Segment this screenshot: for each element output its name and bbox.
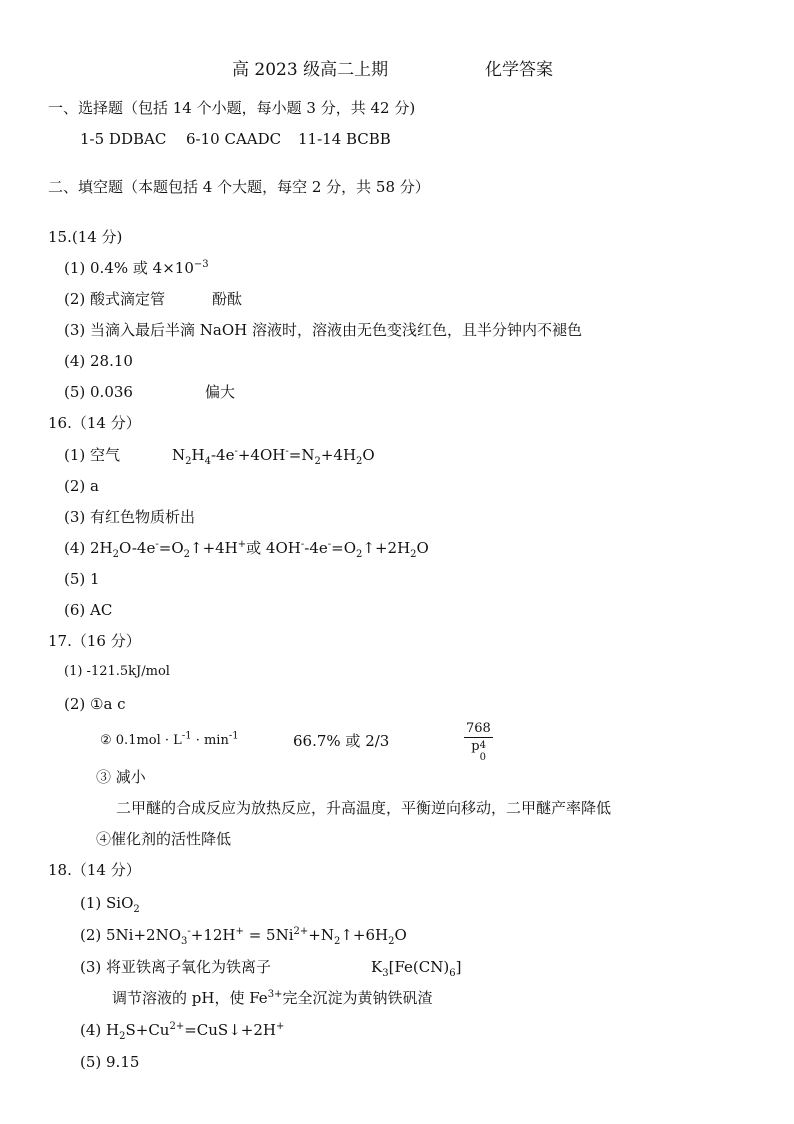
- q18-part-5: (5) 9.15: [80, 1053, 140, 1071]
- fraction-denominator: p 4 0: [471, 739, 486, 763]
- q15-part-2-indicator: 酚酞: [212, 290, 243, 308]
- q18-part-2: (2) $5Ni+2NO_3^-+12H^+$ = $5Ni^{2+}+N_2↑+6H_2O$: [80, 926, 407, 947]
- q15-part-2: (2) 酸式滴定管: [64, 290, 166, 308]
- q18-part-3-reagent: $K_3[Fe(CN)_6]$: [371, 958, 462, 979]
- q15-part-5: (5) 0.036: [64, 383, 133, 401]
- q16-part-1: (1) 空气: [64, 446, 121, 464]
- q17-part-3: ③ 减小: [96, 768, 146, 786]
- mc-answers-6-10: 6-10 CAADC: [186, 130, 282, 148]
- q16-heading: 16.（14 分）: [48, 414, 141, 432]
- q16-part-4: (4) $2H_2O-4e^-=O_2↑+4H^+$或 $4OH^--4e^-=O_2↑+2H_2O$: [64, 539, 429, 560]
- q18-heading: 18.（14 分）: [48, 861, 141, 879]
- q16-part-5: (5) 1: [64, 570, 100, 588]
- page-title: [232, 60, 388, 80]
- mc-answers-1-5: 1-5 DDBAC: [80, 130, 167, 148]
- q17-part-2-conversion: 66.7% 或 2/3: [293, 732, 390, 750]
- section-2-header: 二、填空题（本题包括 4 个大题，每空 2 分，共 58 分）: [48, 178, 430, 196]
- q18-part-3: (3) 将亚铁离子氧化为铁离子: [80, 958, 272, 976]
- q17-equilibrium-constant-fraction: [464, 720, 493, 763]
- title-left: 高 2023 级高二上期: [232, 60, 389, 80]
- q15-part-1: (1) 0.4% 或 $4\times 10^{-3}$: [64, 259, 209, 277]
- mc-answers-11-14: 11-14 BCBB: [298, 130, 391, 148]
- q17-part-4: ④催化剂的活性降低: [96, 830, 232, 848]
- q16-part-1-equation: $N_2H_4-4e^-+4OH^-=N_2+4H_2O$: [172, 446, 375, 467]
- section-1-header: 一、选择题（包括 14 个小题，每小题 3 分，共 42 分): [48, 99, 416, 117]
- q17-part-2-rate: ② $0.1mol \cdot L^{-1} \cdot \min^{-1}$: [100, 730, 239, 748]
- page-title-subject: 化学答案: [485, 60, 553, 80]
- q17-part-3-explanation: 二甲醚的合成反应为放热反应，升高温度，平衡逆向移动，二甲醚产率降低: [116, 799, 612, 817]
- q17-heading: 17.（16 分）: [48, 632, 141, 650]
- q15-part-4: (4) 28.10: [64, 352, 133, 370]
- q17-part-1: (1) -121.5kJ/mol: [64, 664, 170, 679]
- q15-part-5-result: 偏大: [205, 383, 236, 401]
- q17-part-2: (2) ①a c: [64, 695, 126, 713]
- q18-part-3-explanation: 调节溶液的 pH，使 $Fe^{3+}$完全沉淀为黄钠铁矾渣: [112, 989, 433, 1007]
- q18-part-4: (4) $H_2S+Cu^{2+}=CuS↓+2H^+$: [80, 1021, 285, 1042]
- q16-part-6: (6) AC: [64, 601, 113, 619]
- q15-heading: 15.(14 分): [48, 228, 123, 246]
- q16-part-3: (3) 有红色物质析出: [64, 508, 196, 526]
- fraction-numerator: 768: [466, 721, 491, 736]
- q15-part-3: (3) 当滴入最后半滴 NaOH 溶液时，溶液由无色变浅红色，且半分钟内不褪色: [64, 321, 583, 339]
- q18-part-1: (1) SiO$_2$: [80, 894, 140, 915]
- q16-part-2: (2) a: [64, 477, 99, 495]
